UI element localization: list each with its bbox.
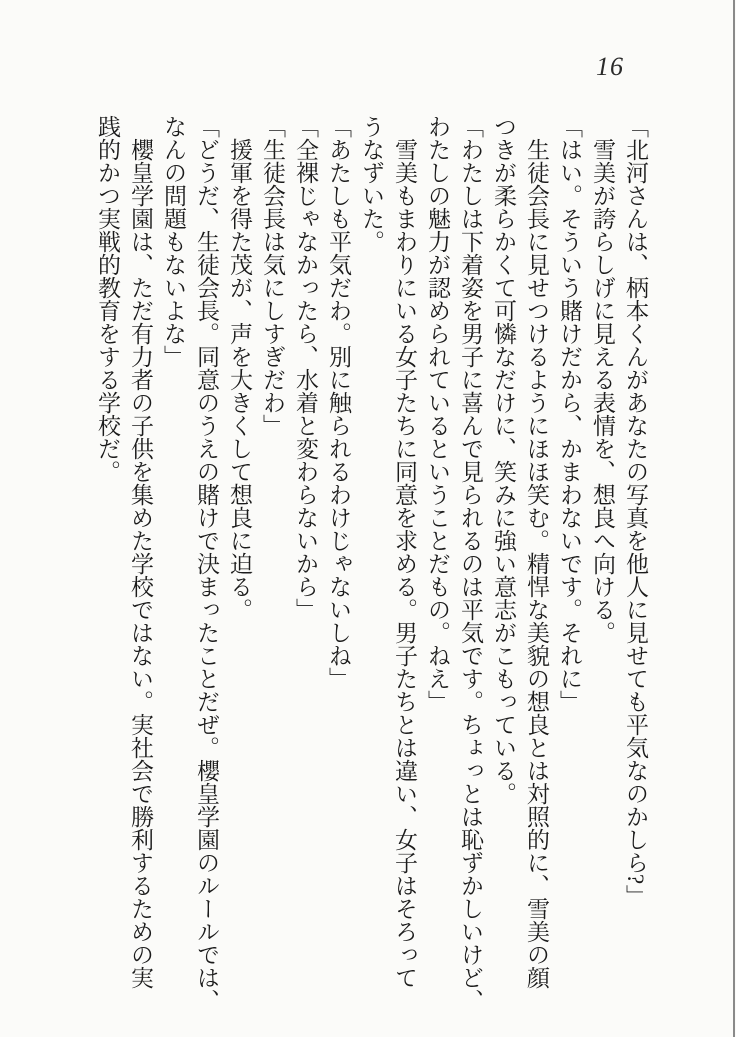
text-column: 「生徒会長は気にしすぎだわ」 bbox=[260, 115, 285, 437]
text-column: なんの問題もないよな」 bbox=[161, 115, 186, 368]
text-column: 「どうだ、生徒会長。同意のうえの賭けで決まったことだぜ。櫻皇学園のルールでは、 bbox=[194, 115, 219, 1012]
text-column: 櫻皇学園は、ただ有力者の子供を集めた学校ではない。実社会で勝利するための実 bbox=[128, 138, 153, 989]
text-column: 「はい。そういう賭けだから、かまわないです。それに」 bbox=[557, 115, 582, 713]
text-column: 生徒会長に見せつけるようにほほ笑む。精悍な美貌の想良とは対照的に、雪美の顔 bbox=[524, 138, 549, 989]
page-edge-line bbox=[733, 0, 735, 1037]
text-column: 「北河さんは、柄本くんがあなたの写真を他人に見せても平気なのかしら?」 bbox=[623, 115, 648, 908]
text-column: 「わたしは下着姿を男子に喜んで見られるのは平気です。ちょっとは恥ずかしいけど、 bbox=[458, 115, 483, 1012]
text-block bbox=[91, 115, 652, 1020]
text-column: 雪美もまわりにいる女子たちに同意を求める。男子たちとは違い、女子はそろって bbox=[392, 138, 417, 989]
text-column: 援軍を得た茂が、声を大きくして想良に迫る。 bbox=[227, 138, 252, 621]
text-column: わたしの魅力が認められているということだもの。ねえ」 bbox=[425, 115, 450, 713]
text-column: 「あたしも平気だわ。別に触られるわけじゃないしね」 bbox=[326, 115, 351, 690]
text-column: 「全裸じゃなかったら、水着と変わらないから」 bbox=[293, 115, 318, 621]
text-column: つきが柔らかくて可憐なだけに、笑みに強い意志がこもっている。 bbox=[491, 115, 516, 805]
text-column: うなずいた。 bbox=[359, 115, 384, 253]
page-number: 16 bbox=[596, 52, 624, 81]
text-column: 雪美が誇らしげに見える表情を、想良へ向ける。 bbox=[590, 138, 615, 644]
text-column: 践的かつ実戦的教育をする学校だ。 bbox=[95, 115, 120, 483]
